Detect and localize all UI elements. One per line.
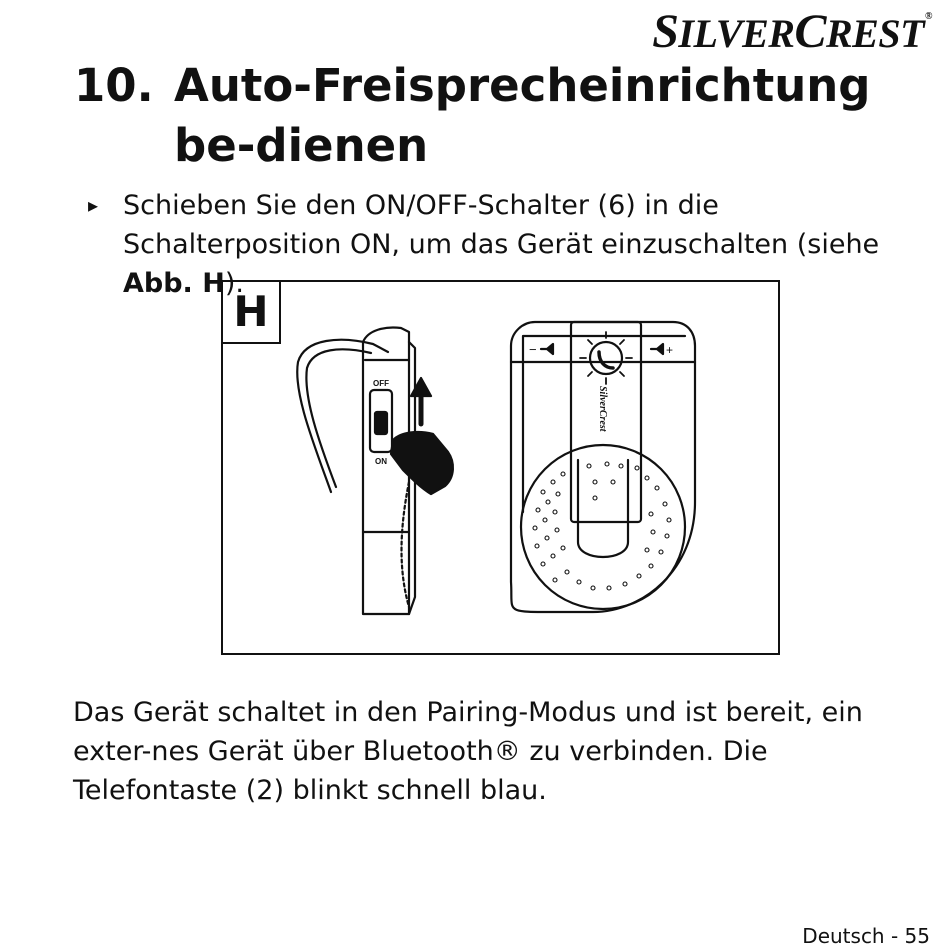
plus-key-label: + [666, 343, 674, 357]
on-off-switch-slider [375, 412, 387, 434]
bullet-arrow-icon: ▸ [88, 193, 99, 217]
switch-off-label: OFF [373, 379, 389, 388]
phone-icon [599, 352, 613, 368]
figure-label: H [223, 282, 281, 344]
logo-letter-c: C [794, 5, 826, 58]
device-brand-label: SilverCrest [597, 386, 608, 432]
registered-mark: ® [925, 11, 932, 22]
phone-key [590, 342, 622, 374]
logo-letter-s: S [652, 5, 679, 58]
device-illustration [223, 282, 778, 653]
speaker-center-slot [578, 460, 628, 557]
step-text-end: ). [224, 268, 244, 299]
side-speaker-edge [402, 482, 410, 607]
page-footer: Deutsch - 55 [802, 924, 930, 948]
volume-up-icon [651, 344, 663, 354]
section-title: Auto-Freisprecheinrichtung be-dienen [174, 59, 871, 172]
volume-down-icon [541, 344, 553, 354]
body-paragraph: Das Gerät schaltet in den Pairing-Modus und ist bereit, ein exter-nes Gerät über Bluetooth® zu verbinden. Die Telefontaste (2) blinkt schnell blau. [73, 697, 863, 806]
blink-rays-icon [580, 332, 632, 384]
figure-reference: Abb. H [123, 268, 225, 299]
minus-key-label: − [529, 342, 537, 357]
logo-word-ilver: ILVER [678, 11, 795, 56]
step-text-main: Schieben Sie den ON/OFF-Schalter (6) in die Schalterposition ON, um das Gerät einzuschalten (siehe [123, 190, 880, 260]
section-number: 10. [74, 59, 154, 112]
logo-word-rest: REST [825, 11, 925, 56]
front-speaker-grille [521, 445, 685, 609]
switch-on-label: ON [375, 457, 387, 466]
silvercrest-logo [652, 4, 932, 59]
hand-icon [391, 432, 453, 494]
figure-h [221, 280, 780, 655]
speaker-holes [533, 462, 671, 590]
visor-clip-inner [306, 349, 371, 487]
